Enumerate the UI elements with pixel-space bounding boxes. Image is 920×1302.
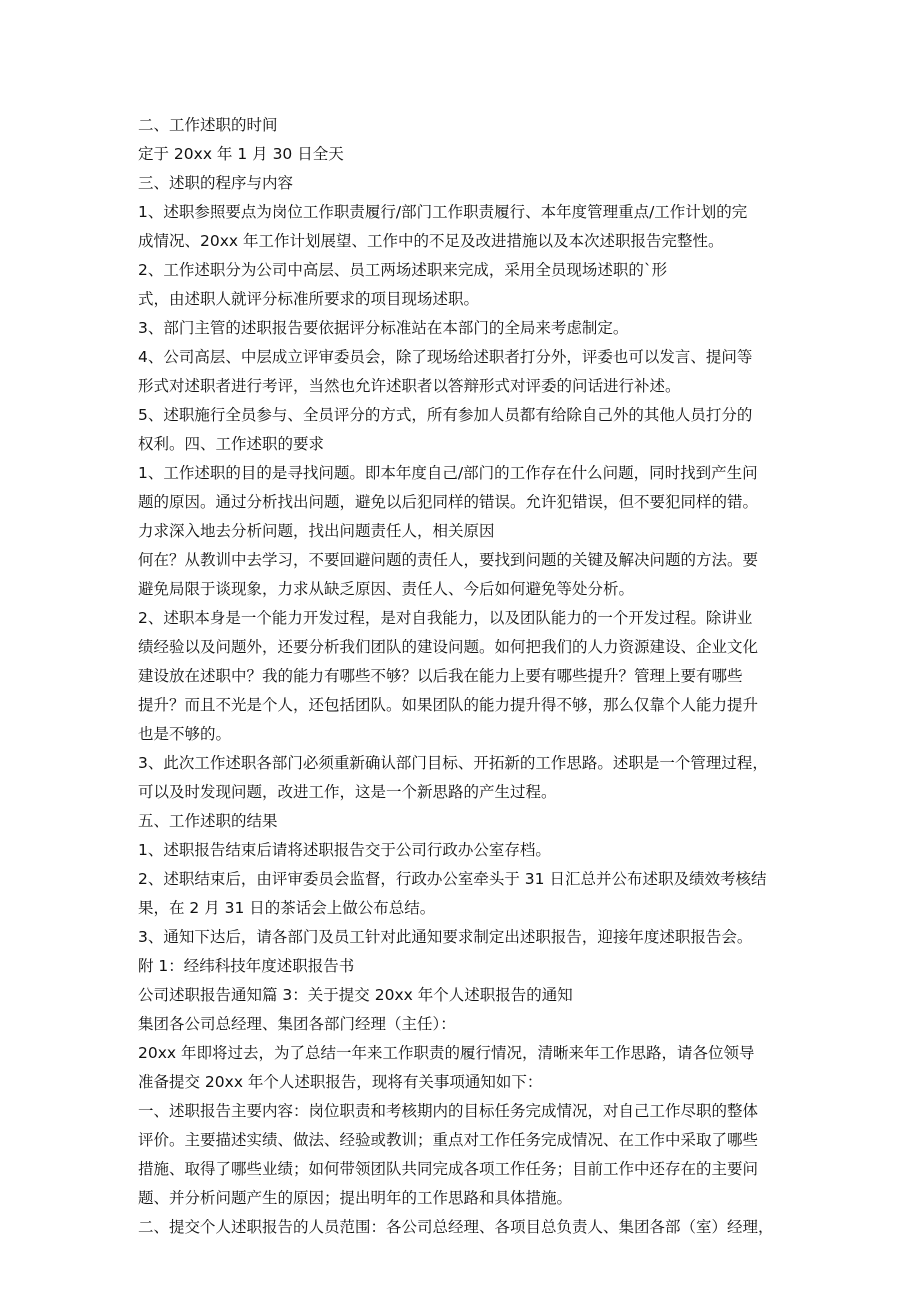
text-line: 准备提交 20xx 年个人述职报告，现将有关事项通知如下： [138, 1073, 543, 1091]
text-line: 2、工作述职分为公司中高层、员工两场述职来完成，采用全员现场述职的`形 [138, 261, 668, 279]
text-line: 也是不够的。 [138, 725, 232, 743]
text-line: 公司述职报告通知篇 3：关于提交 20xx 年个人述职报告的通知 [138, 986, 573, 1004]
text-line: 建设放在述职中？我的能力有哪些不够？以后我在能力上要有哪些提升？管理上要有哪些 [138, 667, 743, 685]
text-line: 二、工作述职的时间 [138, 116, 278, 134]
text-line: 3、通知下达后，请各部门及员工针对此通知要求制定出述职报告，迎接年度述职报告会。 [138, 928, 753, 946]
text-line: 3、部门主管的述职报告要依据评分标准站在本部门的全局来考虑制定。 [138, 319, 629, 337]
text-line: 1、述职报告结束后请将述职报告交于公司行政办公室存档。 [138, 841, 551, 859]
text-line: 三、述职的程序与内容 [138, 174, 294, 192]
text-line: 附 1：经纬科技年度述职报告书 [138, 957, 355, 975]
text-line: 可以及时发现问题，改进工作，这是一个新思路的产生过程。 [138, 783, 557, 801]
text-line: 力求深入地去分析问题，找出问题责任人，相关原因 [138, 522, 495, 540]
text-line: 形式对述职者进行考评，当然也允许述职者以答辩形式对评委的问话进行补述。 [138, 377, 681, 395]
text-line: 一、述职报告主要内容：岗位职责和考核期内的目标任务完成情况，对自己工作尽职的整体 [138, 1102, 759, 1120]
text-line: 避免局限于谈现象，力求从缺乏原因、责任人、今后如何避免等处分析。 [138, 580, 635, 598]
text-line: 提升？而且不光是个人，还包括团队。如果团队的能力提升得不够，那么仅靠个人能力提升 [138, 696, 759, 714]
text-line: 二、提交个人述职报告的人员范围：各公司总经理、各项目总负责人、集团各部（室）经理， [138, 1218, 774, 1236]
text-line: 4、公司高层、中层成立评审委员会，除了现场给述职者打分外，评委也可以发言、提问等 [138, 348, 753, 366]
text-line: 评价。主要描述实绩、做法、经验或教训；重点对工作任务完成情况、在工作中采取了哪些 [138, 1131, 759, 1149]
text-line: 何在？从教训中去学习，不要回避问题的责任人，要找到问题的关键及解决问题的方法。要 [138, 551, 759, 569]
text-line: 集团各公司总经理、集团各部门经理（主任）： [138, 1015, 456, 1033]
text-line: 成情况、20xx 年工作计划展望、工作中的不足及改进措施以及本次述职报告完整性。 [138, 232, 724, 250]
text-line: 措施、取得了哪些业绩；如何带领团队共同完成各项工作任务；目前工作中还存在的主要问 [138, 1160, 759, 1178]
text-line: 题的原因。通过分析找出问题，避免以后犯同样的错误。允许犯错误，但不要犯同样的错。 [138, 493, 759, 511]
text-line: 20xx 年即将过去，为了总结一年来工作职责的履行情况，清晰来年工作思路，请各位领导 [138, 1044, 755, 1062]
document-body [138, 111, 798, 1242]
text-line: 五、工作述职的结果 [138, 812, 278, 830]
text-line: 权利。四、工作述职的要求 [138, 435, 325, 453]
text-line: 绩经验以及问题外，还要分析我们团队的建设问题。如何把我们的人力资源建设、企业文化 [138, 638, 759, 656]
text-line: 果，在 2 月 31 日的茶话会上做公布总结。 [138, 899, 436, 917]
text-line: 5、述职施行全员参与、全员评分的方式，所有参加人员都有给除自己外的其他人员打分的 [138, 406, 753, 424]
text-line: 式，由述职人就评分标准所要求的项目现场述职。 [138, 290, 480, 308]
text-line: 2、述职结束后，由评审委员会监督，行政办公室牵头于 31 日汇总并公布述职及绩效考核结 [138, 870, 767, 888]
text-line: 2、述职本身是一个能力开发过程，是对自我能力，以及团队能力的一个开发过程。除讲业 [138, 609, 753, 627]
text-line: 3、此次工作述职各部门必须重新确认部门目标、开拓新的工作思路。述职是一个管理过程， [138, 754, 768, 772]
text-line: 1、述职参照要点为岗位工作职责履行/部门工作职责履行、本年度管理重点/工作计划的完 [138, 203, 748, 221]
text-line: 1、工作述职的目的是寻找问题。即本年度自己/部门的工作存在什么问题，同时找到产生问 [138, 464, 758, 482]
text-line: 题、并分析问题产生的原因；提出明年的工作思路和具体措施。 [138, 1189, 573, 1207]
text-line: 定于 20xx 年 1 月 30 日全天 [138, 145, 344, 163]
